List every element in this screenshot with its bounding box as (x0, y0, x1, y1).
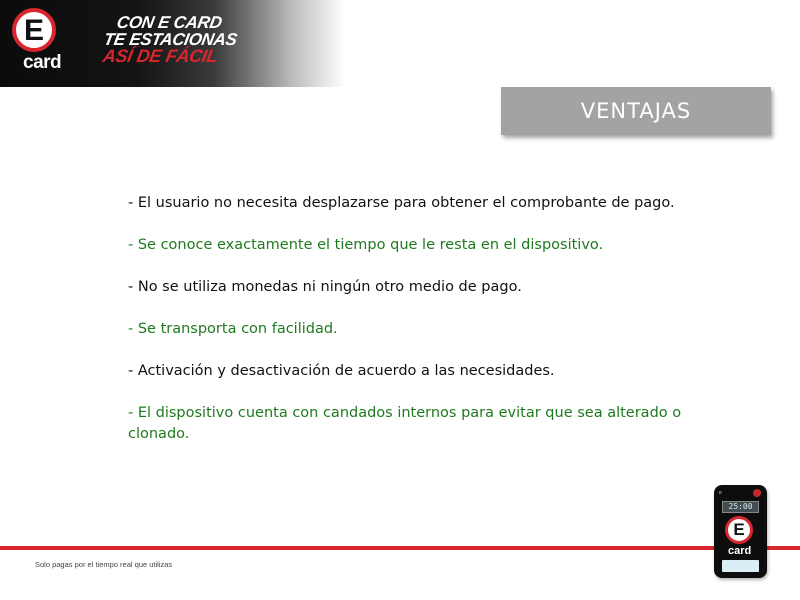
footer-divider (0, 546, 800, 550)
device-button-icon (753, 489, 761, 497)
slogan-line-1: CON E CARD (115, 13, 224, 32)
advantages-list (128, 193, 688, 466)
list-item: - Se conoce exactamente el tiempo que le resta en el dispositivo. (128, 237, 604, 253)
device-small-logo-icon: e (719, 490, 722, 496)
slogan (96, 14, 242, 65)
logo-letter: E (23, 14, 44, 47)
list-item: - Se transporta con facilidad. (128, 321, 338, 337)
device-logo-word: card (728, 545, 752, 557)
list-item: - El usuario no necesita desplazarse para obtener el comprobante de pago. (128, 195, 675, 211)
logo-word: card (23, 52, 62, 73)
slogan-line-3: ASÍ DE FÁCIL (101, 46, 220, 66)
ecard-logo (8, 8, 73, 76)
list-item: - Activación y desactivación de acuerdo a las necesidades. (128, 363, 555, 379)
device-display: 25:00 (722, 501, 759, 513)
device-label (722, 560, 759, 572)
ecard-device-illustration (714, 485, 767, 578)
logo-circle (12, 8, 56, 52)
device-logo-letter: E (733, 520, 745, 539)
title-box (501, 87, 771, 135)
slogan-line-2: TE ESTACIONAS (102, 30, 239, 49)
device-logo-circle (725, 516, 753, 544)
list-item: - El dispositivo cuenta con candados internos para evitar que sea alterado o clonado. (128, 405, 682, 442)
list-item: - No se utiliza monedas ni ningún otro medio de pago. (128, 279, 522, 295)
header-banner (0, 0, 345, 87)
footer-tagline: Solo pagas por el tiempo real que utilizas (35, 560, 173, 569)
page-title: VENTAJAS (580, 99, 692, 123)
